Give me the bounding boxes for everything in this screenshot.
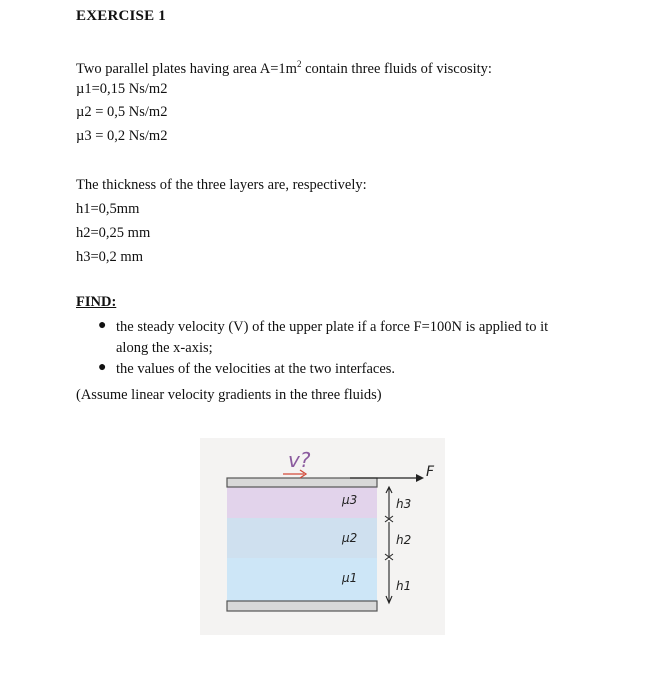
thickness-1: h1=0,5mm xyxy=(76,201,140,217)
velocity-label: v? xyxy=(288,448,311,472)
intro-text-part: Two parallel plates having area A=1m xyxy=(76,60,297,77)
upper-plate xyxy=(227,478,377,487)
bullet-2-line-1: the values of the velocities at the two interfaces. xyxy=(116,361,396,377)
viscosity-2: µ2 = 0,5 Ns/m2 xyxy=(76,104,168,120)
assumption-note: (Assume linear velocity gradients in the three fluids) xyxy=(76,387,382,403)
viscosity-1: µ1=0,15 Ns/m2 xyxy=(76,81,168,97)
area-exponent: 2 xyxy=(296,59,302,69)
exercise-title: EXERCISE 1 xyxy=(76,8,166,24)
lower-plate xyxy=(227,601,377,611)
bullet-dot-icon: ● xyxy=(98,360,107,375)
intro-text-part: contain three fluids of viscosity: xyxy=(301,60,492,77)
fluid-layers-figure xyxy=(200,438,445,635)
bullet-dot-icon: ● xyxy=(98,318,107,333)
thickness-intro: The thickness of the three layers are, respectively: xyxy=(76,177,367,193)
force-arrowhead-icon xyxy=(416,474,424,482)
thickness-3: h3=0,2 mm xyxy=(76,249,143,265)
intro-text xyxy=(76,55,492,78)
viscosity-3-label: μ3 xyxy=(342,493,358,507)
bullet-1-line-1: the steady velocity (V) of the upper plate if a force F=100N is applied to it xyxy=(116,319,549,335)
thickness-2: h2=0,25 mm xyxy=(76,225,151,241)
viscosity-2-label: μ2 xyxy=(342,531,358,545)
h2-label: h2 xyxy=(396,533,412,547)
h1-label: h1 xyxy=(396,579,412,593)
force-label: F xyxy=(426,464,435,480)
viscosity-3: µ3 = 0,2 Ns/m2 xyxy=(76,128,168,144)
h3-label: h3 xyxy=(396,497,412,511)
bullet-1-line-2: along the x-axis; xyxy=(116,340,213,356)
viscosity-1-label: μ1 xyxy=(342,571,358,585)
find-heading: FIND: xyxy=(76,294,117,310)
